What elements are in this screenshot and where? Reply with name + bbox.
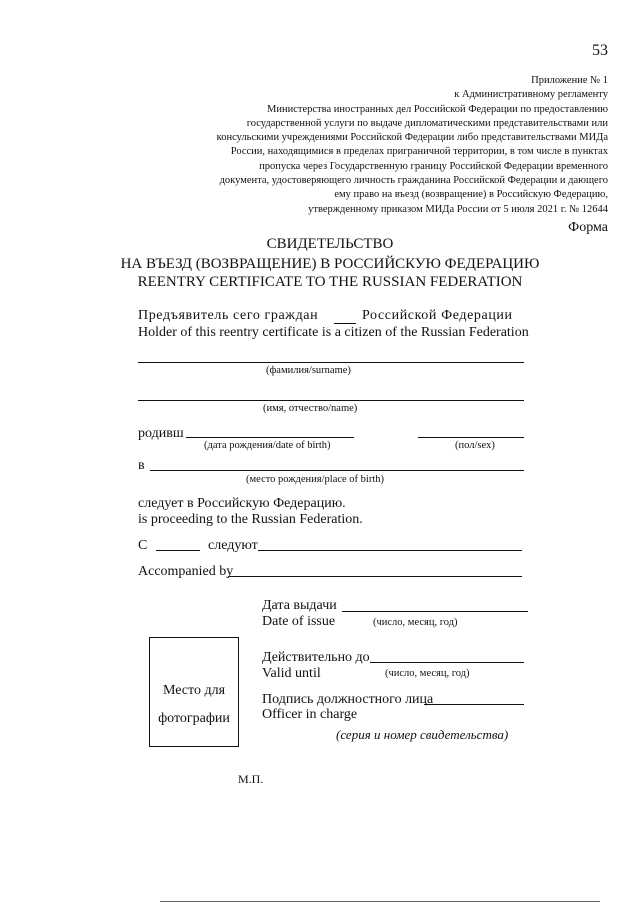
- dob-field[interactable]: [186, 437, 354, 438]
- dob-caption: (дата рождения/date of birth): [204, 440, 331, 451]
- issue-date-ru: Дата выдачи: [262, 598, 337, 613]
- seal-label: М.П.: [238, 772, 264, 786]
- valid-until-en: Valid until: [262, 666, 321, 681]
- sex-field[interactable]: [418, 437, 524, 438]
- issue-date-caption: (число, месяц, год): [373, 617, 458, 628]
- appendix-line: России, находящимися в пределах приграничной территории, в том числе в пунктах: [230, 146, 608, 158]
- title-line-1: СВИДЕТЕЛЬСТВО: [266, 236, 394, 252]
- page-bottom-rule: [160, 901, 600, 902]
- issue-date-en: Date of issue: [262, 614, 336, 629]
- follow-label: следуют: [208, 538, 258, 553]
- valid-until-ru: Действительно до: [262, 650, 370, 665]
- officer-signature-ru: Подпись должностного лица: [262, 692, 434, 707]
- photo-label-line-2: фотографии: [158, 711, 230, 726]
- name-caption: (имя, отчество/name): [263, 403, 358, 414]
- pob-caption: (место рождения/place of birth): [246, 474, 385, 485]
- holder-ru-suffix: Российской Федерации: [362, 308, 513, 323]
- name-field[interactable]: [138, 400, 524, 401]
- born-label: родивш: [138, 426, 184, 441]
- form-label: Форма: [568, 220, 608, 235]
- valid-until-field[interactable]: [370, 662, 524, 663]
- issue-date-field[interactable]: [342, 611, 528, 612]
- proceeding-en: is proceeding to the Russian Federation.: [138, 512, 363, 527]
- appendix-line: к Административному регламенту: [454, 89, 608, 101]
- citizenship-field[interactable]: [334, 323, 356, 324]
- appendix-line: консульскими учреждениями Российской Федерации либо представительствами МИДа: [216, 132, 608, 144]
- pob-field[interactable]: [150, 470, 524, 471]
- accompanied-by-label: Accompanied by: [138, 564, 234, 579]
- surname-caption: (фамилия/surname): [266, 365, 351, 376]
- officer-signature-field[interactable]: [424, 704, 524, 705]
- photo-placeholder[interactable]: [149, 637, 239, 747]
- appendix-line: документа, удостоверяющего личность гражданина Российской Федерации и дающего: [219, 175, 608, 187]
- appendix-line: Министерства иностранных дел Российской Федерации по предоставлению: [267, 103, 608, 115]
- title-line-3: REENTRY CERTIFICATE TO THE RUSSIAN FEDERATION: [137, 274, 523, 290]
- accompanied-by-field[interactable]: [228, 576, 522, 577]
- appendix-line: утвержденному приказом МИДа России от 5 июля 2021 г. № 12644: [308, 203, 608, 215]
- appendix-line: пропуска через Государственную границу Российской Федерации временного: [259, 160, 608, 172]
- holder-ru-prefix: Предъявитель сего граждан: [138, 308, 319, 323]
- officer-signature-en: Officer in charge: [262, 707, 358, 722]
- appendix-header: [168, 74, 608, 217]
- appendix-line: Приложение № 1: [531, 75, 608, 86]
- series-caption: (серия и номер свидетельства): [336, 727, 509, 742]
- valid-until-caption: (число, месяц, год): [385, 668, 470, 679]
- photo-label-line-1: Место для: [162, 683, 226, 698]
- in-label: в: [138, 458, 145, 473]
- sex-caption: (пол/sex): [455, 440, 495, 451]
- proceeding-ru: следует в Российскую Федерацию.: [138, 496, 346, 511]
- holder-en: Holder of this reentry certificate is a citizen of the Russian Federation: [138, 325, 529, 340]
- appendix-line: государственной услуги по выдаче дипломатическими представительствами или: [246, 117, 608, 129]
- surname-field[interactable]: [138, 362, 524, 363]
- page-number: 53: [592, 42, 608, 59]
- title-line-2: НА ВЪЕЗД (ВОЗВРАЩЕНИЕ) В РОССИЙСКУЮ ФЕДЕРАЦИЮ: [120, 256, 540, 272]
- accompany-count-field[interactable]: [156, 550, 200, 551]
- accompany-ru-field[interactable]: [258, 550, 522, 551]
- appendix-line: ему право на въезд (возвращение) в Российскую Федерацию,: [334, 189, 608, 201]
- with-label: С: [138, 538, 148, 553]
